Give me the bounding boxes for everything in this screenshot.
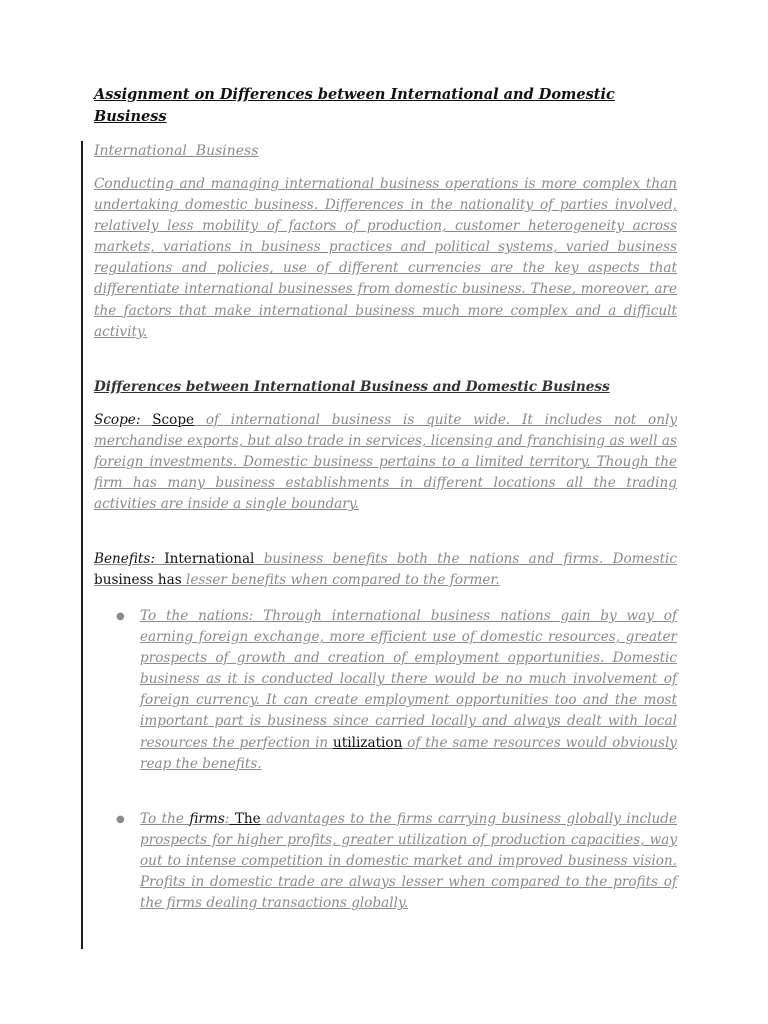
scope-text: of international business is quite wide. It includes not only merchandise exports, but also trade in services, licensing and franchising as well as foreign investments. Domestic business pertains to a limited territory. Though the firm has many business establishments in different locations all the trading activities are inside a single boundary. bbox=[94, 412, 677, 513]
benefits-text-2: lesser benefits when compared to the former. bbox=[181, 572, 500, 589]
benefits-text-1: business benefits both the nations and firms. bbox=[254, 551, 613, 567]
benefits-paragraph bbox=[94, 549, 677, 591]
differences-heading: Differences between International Business and Domestic Business bbox=[94, 379, 610, 395]
bullet-highlight: utilization bbox=[333, 734, 403, 751]
bullet-icon: ● bbox=[116, 814, 125, 825]
bullet-highlight-2: The bbox=[229, 811, 261, 827]
benefits-international: International bbox=[164, 551, 255, 567]
benefits-domestic: Domestic bbox=[612, 551, 677, 567]
scope-label: Scope: bbox=[94, 412, 141, 428]
benefits-business-has: business has bbox=[94, 572, 182, 589]
benefits-label: Benefits: bbox=[94, 551, 155, 567]
bullet-text-nations bbox=[140, 606, 677, 775]
left-margin-bar bbox=[81, 141, 83, 949]
bullet-lead: To the bbox=[140, 811, 190, 827]
bullet-tail: of the same resources would obviously reap the benefits. bbox=[140, 734, 677, 772]
intro-paragraph: Conducting and managing international business operations is more complex than undertaking domestic business. Differences in the nationality of parties involved, relatively less mobility of factors of production, customer heterogeneity across markets, variations in business practices and political systems, varied business regulations and policies, use of different currencies are the key aspects that differentiate international businesses from domestic business. These, moreover, are the factors that make international business much more complex and a difficult activity. bbox=[94, 176, 677, 340]
document-title: Assignment on Differences between International and Domestic Business bbox=[94, 86, 615, 125]
section-heading: International Business bbox=[94, 143, 259, 159]
scope-keyword: Scope bbox=[152, 412, 195, 428]
scope-paragraph bbox=[94, 410, 677, 515]
bullet-highlight: firms bbox=[189, 811, 225, 827]
bullet-text-firms bbox=[140, 809, 677, 914]
bullet-lead: To the nations: Through international business nations gain by way of earning foreign exchange, more efficient use of domestic resources, greater prospects of growth and creation of employment opportunities. Domestic business as it is conducted locally there would be no much involvement of foreign currency. It can create employment opportunities too and the most important part is business since carried locally and always dealt with local resources the perfection in bbox=[140, 608, 677, 751]
bullet-tail: advantages to the firms carrying business globally include prospects for higher profits, greater utilization of production capacities, way out to intense competition in domestic market and improved business vision. Profits in domestic trade are always lesser when compared to the profits of the firms dealing transactions globally. bbox=[140, 811, 677, 912]
bullet-colon: : bbox=[224, 811, 230, 827]
bullet-icon: ● bbox=[116, 611, 125, 622]
